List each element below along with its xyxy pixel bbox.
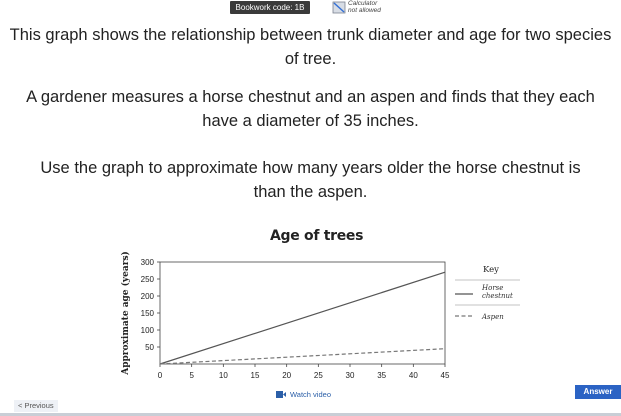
bookwork-code-badge: Bookwork code: 1B [230, 1, 310, 14]
y-tick-label: 100 [140, 326, 154, 335]
question-paragraph-3: Use the graph to approximate how many years older the horse chestnut is than the aspen. [40, 159, 581, 201]
x-tick-label: 40 [408, 371, 418, 380]
series-line-horse-chestnut [160, 272, 445, 364]
y-axis-label: Approximate age (years) [121, 251, 131, 375]
x-tick-label: 10 [218, 371, 228, 380]
legend-title: Key [483, 265, 499, 275]
x-tick-label: 25 [313, 371, 323, 380]
x-tick-label: 5 [189, 371, 194, 380]
series-line-aspen [160, 349, 445, 364]
video-icon [276, 391, 286, 398]
calculator-status-label: not allowed [348, 7, 381, 14]
answer-button[interactable]: Answer [575, 385, 621, 399]
x-tick-label: 45 [440, 371, 450, 380]
y-tick-label: 50 [145, 343, 154, 352]
watch-video-button[interactable] [276, 390, 331, 399]
legend-label-horse-chestnut-line1: Horse [482, 284, 504, 292]
x-tick-label: 30 [345, 371, 355, 380]
x-tick-label: 0 [157, 371, 163, 380]
chart-title: Age of trees [270, 228, 364, 244]
question-paragraph-2: A gardener measures a horse chestnut and an aspen and finds that they each have a diameter of 35 inches. [26, 88, 595, 130]
watch-video-label: Watch video [290, 390, 331, 399]
x-tick-label: 20 [282, 371, 292, 380]
y-tick-label: 300 [140, 258, 154, 267]
plot-frame [160, 262, 445, 364]
x-tick-label: 15 [250, 371, 260, 380]
y-tick-label: 200 [140, 292, 154, 301]
previous-button[interactable]: < Previous [14, 400, 58, 412]
legend-label-aspen: Aspen [482, 313, 504, 321]
y-tick-label: 250 [140, 275, 154, 284]
x-tick-label: 35 [377, 371, 387, 380]
y-tick-label: 150 [140, 309, 154, 318]
calculator-label: Calculator [348, 0, 378, 7]
legend-label-horse-chestnut-line2: chestnut [482, 292, 513, 300]
question-paragraph-1: This graph shows the relationship between trunk diameter and age for two species of tree. [9, 26, 612, 68]
